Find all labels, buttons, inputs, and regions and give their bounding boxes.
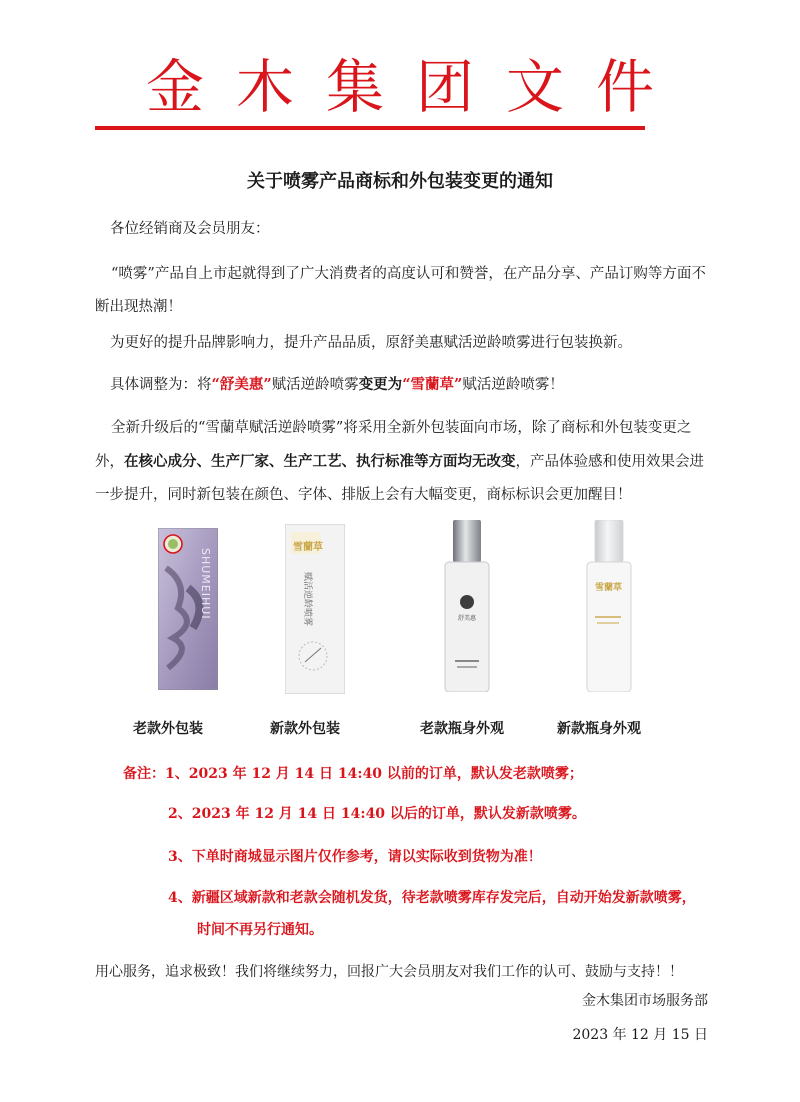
- caption-new-bottle: 新款瓶身外观: [557, 721, 641, 737]
- note-3: 3、下单时商城显示图片仅作参考，请以实际收到货物为准！: [168, 849, 542, 865]
- note-4-continued: 时间不再另行通知。: [197, 922, 323, 938]
- greeting: 各位经销商及会员朋友：: [110, 221, 270, 237]
- paragraph-intro: “喷雾”产品自上市起就得到了广大消费者的高度认可和赞誉，在产品分享、产品订购等方面不断出现热潮！: [95, 266, 706, 315]
- note-1: 备注：1、2023 年 12 月 14 日 14:40 以前的订单，默认发老款喷雾；: [123, 766, 583, 782]
- adjustment-middle: 赋活逆龄喷雾: [271, 377, 359, 393]
- signature-date: 2023 年 12 月 15 日: [572, 1027, 708, 1043]
- new-brand-name: “雪蘭草”: [402, 376, 463, 393]
- new-box-image: [285, 524, 345, 694]
- adjustment-prefix: 具体调整为：将: [110, 377, 212, 393]
- new-box-brand: 雪蘭草: [293, 542, 323, 553]
- paragraph-adjustment: [110, 368, 710, 402]
- notice-title: 关于喷雾产品商标和外包装变更的通知: [247, 171, 553, 192]
- old-box-image: [158, 528, 218, 690]
- old-bottle-brand: 舒美惠: [457, 615, 477, 622]
- new-bottle-image: [585, 520, 633, 692]
- header-red-rule: [95, 126, 645, 130]
- upgrade-text-part2: ，产品体验感和使用效果会进一步提升，同时新包装在颜色、字体、排版上会有大幅变更，商标标识会更加醒目！: [95, 454, 704, 503]
- caption-old-bottle: 老款瓶身外观: [420, 721, 504, 737]
- paragraph-rebrand: 为更好的提升品牌影响力，提升产品品质，原舒美惠赋活逆龄喷雾进行包装换新。: [110, 335, 632, 351]
- old-brand-name: “舒美惠”: [211, 376, 272, 393]
- closing-statement: 用心服务，追求极致！我们将继续努力，回报广大会员朋友对我们工作的认可、鼓励与支持！！: [95, 964, 683, 980]
- document-header-title: 金木集团文件: [145, 53, 686, 121]
- old-box-vertical-text: SHUMEIHUI: [199, 548, 212, 620]
- upgrade-text-part1: 全新升级后的“雪蘭草赋活逆龄喷雾”将采用全新外包装面向市场，除了商标和外包装变更之外，: [95, 420, 692, 470]
- old-bottle-image: [443, 520, 491, 692]
- adjustment-change-word: 变更为: [358, 376, 403, 393]
- new-box-product-name: 赋活逆龄喷雾: [302, 572, 312, 627]
- note-4: 4、新疆区域新款和老款会随机发货，待老款喷雾库存发完后，自动开始发新款喷雾，: [168, 890, 696, 906]
- paragraph-upgrade: [95, 412, 715, 512]
- caption-new-box: 新款外包装: [270, 721, 340, 737]
- adjustment-suffix: 赋活逆龄喷雾！: [462, 377, 564, 393]
- note-2: 2、2023 年 12 月 14 日 14:40 以后的订单，默认发新款喷雾。: [168, 806, 586, 822]
- caption-old-box: 老款外包装: [133, 721, 203, 737]
- upgrade-text-bold: 在核心成分、生产厂家、生产工艺、执行标准等方面均无改变: [124, 453, 516, 470]
- new-bottle-brand: 雪蘭草: [595, 583, 623, 593]
- signature-department: 金木集团市场服务部: [582, 993, 708, 1009]
